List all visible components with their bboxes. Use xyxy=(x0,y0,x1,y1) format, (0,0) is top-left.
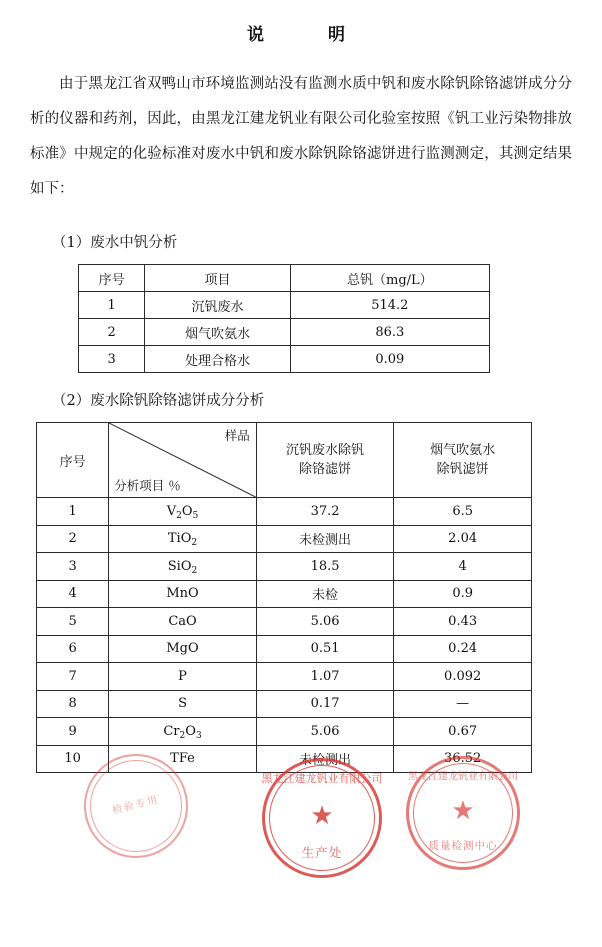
table-row xyxy=(37,718,532,746)
table-header-row xyxy=(37,423,532,498)
star-icon: ★ xyxy=(451,795,475,826)
table1-header-seq: 序号 xyxy=(79,265,145,292)
cell-item: S xyxy=(109,690,257,718)
section-2-label: （2）废水除钒除铬滤饼成分分析 xyxy=(52,393,265,409)
waste-water-vanadium-table-wrap xyxy=(78,264,602,373)
table-row xyxy=(37,525,532,553)
cell-value-1: 5.06 xyxy=(256,608,394,636)
document-page xyxy=(0,12,602,947)
cell-value-1: 0.17 xyxy=(256,690,394,718)
cell-item: MgO xyxy=(109,635,257,663)
filter-cake-table-wrap xyxy=(36,422,602,773)
header-col-2: 烟气吹氨水 除钒滤饼 xyxy=(394,423,532,498)
seal-bottom-text: 质量检测中心 xyxy=(428,840,498,852)
cell-item: SiO$_2$ xyxy=(109,553,257,581)
cell-value-1: 未检 xyxy=(256,580,394,608)
cell-seq: 2 xyxy=(79,319,145,346)
cell-value-1: 1.07 xyxy=(256,663,394,691)
seal-bottom-text: 生产处 xyxy=(301,845,343,860)
cell-value-2: 2.04 xyxy=(394,525,532,553)
cell-value-2: 0.43 xyxy=(394,608,532,636)
cell-item: CaO xyxy=(109,608,257,636)
seal-left-text: 检验专用 xyxy=(111,794,161,817)
header-seq: 序号 xyxy=(37,423,109,498)
cell-seq: 9 xyxy=(37,718,109,746)
cell-seq: 1 xyxy=(79,292,145,319)
cell-value-2: — xyxy=(394,690,532,718)
cell-seq: 10 xyxy=(37,745,109,773)
cell-value-1: 0.51 xyxy=(256,635,394,663)
cell-value-2: 0.67 xyxy=(394,718,532,746)
cell-value-2: 6.5 xyxy=(394,498,532,526)
cell-value: 86.3 xyxy=(290,319,489,346)
cell-value-1: 18.5 xyxy=(256,553,394,581)
document-paragraph: 由于黑龙江省双鸭山市环境监测站没有监测水质中钒和废水除钒除铬滤饼成分分析的仪器和药剂，因此，由黑龙江建龙钒业有限公司化验室按照《钒工业污染物排放标准》中规定的化验标准对废水中钒和废水除钒除铬滤饼进行监测测定，其测定结果如下： xyxy=(30,76,572,197)
waste-water-vanadium-table xyxy=(78,264,490,373)
cell-item: TFe xyxy=(109,745,257,773)
table-row xyxy=(79,319,490,346)
cell-value-2: 0.092 xyxy=(394,663,532,691)
table-row xyxy=(37,608,532,636)
table-row xyxy=(37,663,532,691)
header-col-1: 沉钒废水除钒 除铬滤饼 xyxy=(256,423,394,498)
cell-value-2: 0.9 xyxy=(394,580,532,608)
cell-seq: 8 xyxy=(37,690,109,718)
cell-item: $V_2O_5$ xyxy=(109,498,257,526)
table-header-row xyxy=(79,265,490,292)
table-row xyxy=(37,635,532,663)
section-1-label: （1）废水中钒分析 xyxy=(52,235,178,251)
cell-seq: 2 xyxy=(37,525,109,553)
seal-quality-center xyxy=(406,756,520,870)
table-row xyxy=(37,690,532,718)
seal-arc-text: 黑龙江建龙钒业有限公司 xyxy=(408,771,518,783)
cell-value: 0.09 xyxy=(290,346,489,373)
cell-value-1: 37.2 xyxy=(256,498,394,526)
cell-item: 烟气吹氨水 xyxy=(145,319,290,346)
table1-header-item: 项目 xyxy=(145,265,290,292)
table-row xyxy=(37,498,532,526)
cell-value-1: 未检测出 xyxy=(256,525,394,553)
cell-item: 处理合格水 xyxy=(145,346,290,373)
cell-item: 沉钒废水 xyxy=(145,292,290,319)
cell-value-2: 0.24 xyxy=(394,635,532,663)
cell-item: TiO$_2$ xyxy=(109,525,257,553)
cell-value-1: 5.06 xyxy=(256,718,394,746)
header-diagonal-corner xyxy=(109,423,257,498)
cell-item: P xyxy=(109,663,257,691)
table1-header-value: 总钒（mg/L） xyxy=(290,265,489,292)
table-row xyxy=(79,346,490,373)
cell-seq: 3 xyxy=(79,346,145,373)
cell-value-2: 4 xyxy=(394,553,532,581)
table-row xyxy=(79,292,490,319)
table-row xyxy=(37,553,532,581)
cell-seq: 4 xyxy=(37,580,109,608)
cell-seq: 5 xyxy=(37,608,109,636)
analysis-item-label: 分析项目 ％ xyxy=(114,478,181,493)
cell-seq: 1 xyxy=(37,498,109,526)
cell-item: MnO xyxy=(109,580,257,608)
cell-value-2: 36.52 xyxy=(394,745,532,773)
sample-label: 样品 xyxy=(224,428,250,443)
seal-production-department xyxy=(262,758,382,878)
page-title: 说 明 xyxy=(247,25,355,45)
seal-arc-text: 黑龙江建龙钒业有限公司 xyxy=(261,772,383,785)
cell-seq: 7 xyxy=(37,663,109,691)
star-icon: ★ xyxy=(310,800,334,831)
table-row xyxy=(37,580,532,608)
cell-seq: 6 xyxy=(37,635,109,663)
cell-value: 514.2 xyxy=(290,292,489,319)
filter-cake-composition-table xyxy=(36,422,532,773)
cell-seq: 3 xyxy=(37,553,109,581)
cell-value-1: 未检测出 xyxy=(256,745,394,773)
cell-item: $Cr_2O_3$ xyxy=(109,718,257,746)
